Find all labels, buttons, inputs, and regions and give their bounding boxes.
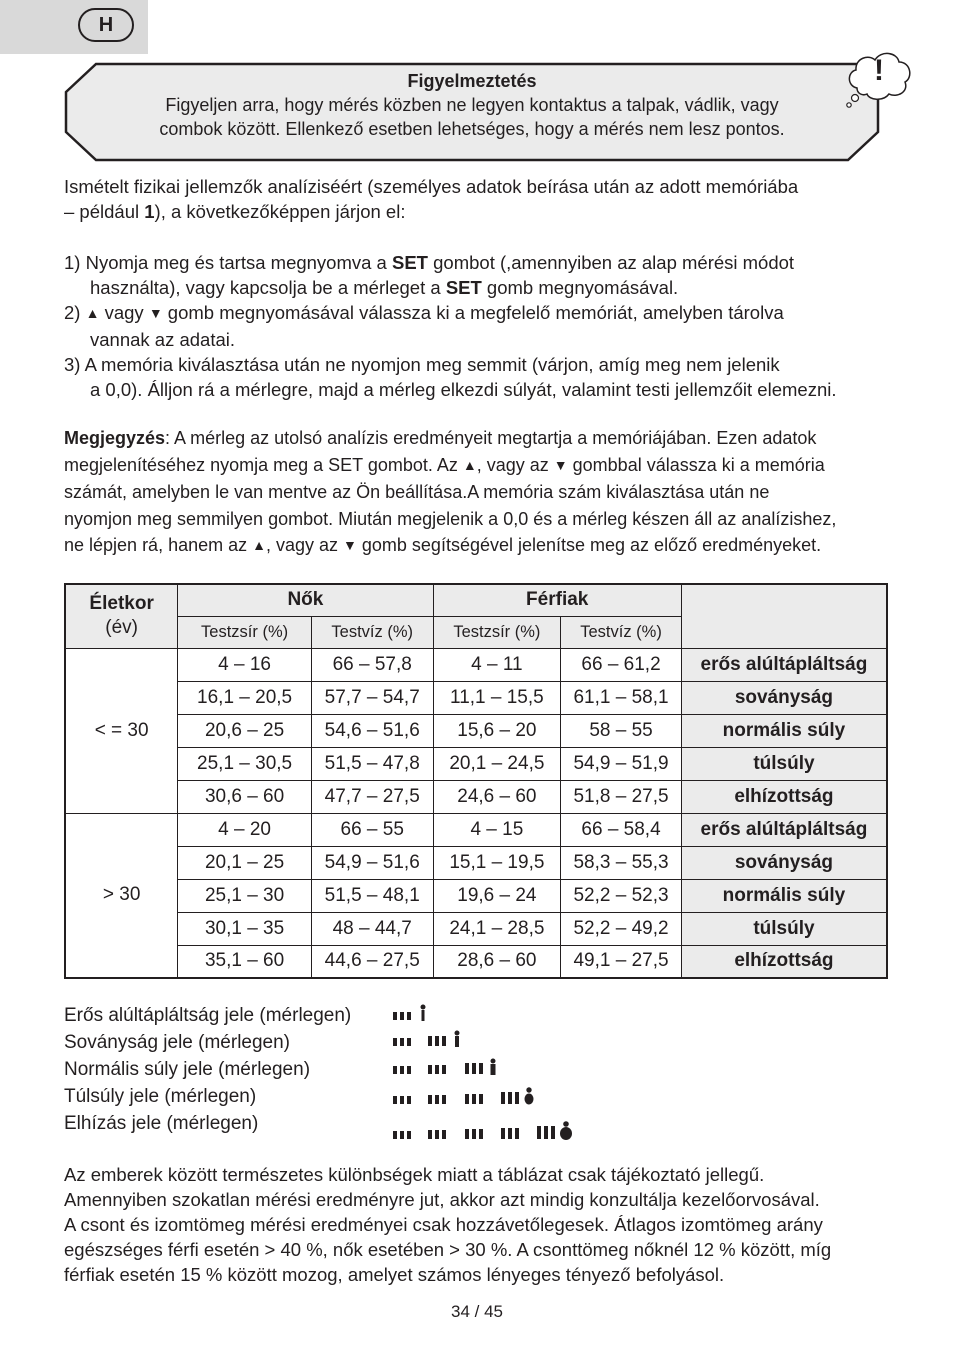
table-cell: 24,1 – 28,5 bbox=[433, 912, 561, 945]
age-header-label: Életkor bbox=[89, 593, 154, 615]
note-line-1 bbox=[64, 425, 924, 452]
table-cell: 66 – 58,4 bbox=[561, 813, 682, 846]
table-row bbox=[65, 681, 887, 714]
table-cell: 57,7 – 54,7 bbox=[311, 681, 433, 714]
women-header: Nők bbox=[178, 584, 433, 616]
warning-line-2: combok között. Ellenkező esetben lehetséges, hogy a mérés nem lesz pontos. bbox=[159, 119, 785, 139]
result-cell: elhízottság bbox=[681, 780, 887, 813]
table-cell: 4 – 15 bbox=[433, 813, 561, 846]
note-text: : A mérleg az utolsó analízis eredményeit megtartja a memóriájában. Ezen adatok bbox=[165, 428, 817, 448]
result-cell: elhízottság bbox=[681, 945, 887, 978]
men-header: Férfiak bbox=[433, 584, 681, 616]
result-cell: túlsúly bbox=[681, 747, 887, 780]
men-water-header: Testvíz (%) bbox=[561, 616, 682, 648]
closing-line-4: egészséges férfi esetén > 40 %, nők esetében > 30 %. A csonttömeg nőknél 12 % között, míg bbox=[64, 1239, 832, 1260]
table-row bbox=[65, 846, 887, 879]
note-line-3: számát, amelyben le van mentve az Ön beállítása.A memória szám kiválasztása után ne bbox=[64, 482, 770, 502]
symbol-label-overweight: Túlsúly jele (mérlegen) bbox=[64, 1086, 257, 1107]
language-tab bbox=[0, 0, 148, 54]
table-cell: 4 – 11 bbox=[433, 648, 561, 681]
table-cell: 19,6 – 24 bbox=[433, 879, 561, 912]
result-cell: erős alúltápláltság bbox=[681, 813, 887, 846]
step-3: 3) A memória kiválasztása után ne nyomjon meg semmit (várjon, amíg meg nem jelenik bbox=[64, 354, 780, 375]
underweight-figure-icon bbox=[392, 1030, 472, 1048]
symbol-legend bbox=[64, 1002, 351, 1137]
down-arrow-icon: ▼ bbox=[148, 305, 163, 321]
table-cell: 66 – 61,2 bbox=[561, 648, 682, 681]
table-cell: 16,1 – 20,5 bbox=[178, 681, 312, 714]
table-row bbox=[65, 813, 887, 846]
age-group-cell: > 30 bbox=[65, 813, 178, 978]
language-label: H bbox=[78, 8, 134, 42]
table-cell: 52,2 – 52,3 bbox=[561, 879, 682, 912]
table-cell: 25,1 – 30 bbox=[178, 879, 312, 912]
warning-line-1: Figyeljen arra, hogy mérés közben ne legyen kontaktus a talpak, vádlik, vagy bbox=[165, 95, 779, 115]
exclamation-icon: ! bbox=[874, 54, 884, 87]
table-cell: 49,1 – 27,5 bbox=[561, 945, 682, 978]
table-row bbox=[65, 648, 887, 681]
table-cell: 20,1 – 25 bbox=[178, 846, 312, 879]
result-cell: túlsúly bbox=[681, 912, 887, 945]
down-arrow-icon: ▼ bbox=[553, 456, 568, 473]
table-cell: 30,1 – 35 bbox=[178, 912, 312, 945]
note-line-2 bbox=[64, 452, 924, 480]
table-cell: 51,5 – 48,1 bbox=[311, 879, 433, 912]
table-cell: 61,1 – 58,1 bbox=[561, 681, 682, 714]
up-arrow-icon: ▲ bbox=[462, 456, 477, 473]
intro-text: ), a következőképpen járjon el: bbox=[154, 201, 406, 222]
closing-line-3: A csont és izomtömeg mérési eredményei csak hozzávetőlegesek. Átlagos izomtömeg arány bbox=[64, 1214, 823, 1235]
note-text: , vagy az bbox=[265, 535, 344, 555]
step-2 bbox=[64, 300, 924, 327]
table-row bbox=[65, 780, 887, 813]
warning-title: Figyelmeztetés bbox=[407, 71, 537, 91]
table-cell: 54,9 – 51,9 bbox=[561, 747, 682, 780]
warning-bubble-icon bbox=[843, 48, 915, 110]
overweight-figure-icon bbox=[392, 1086, 542, 1106]
table-cell: 30,6 – 60 bbox=[178, 780, 312, 813]
table-row bbox=[65, 879, 887, 912]
table-cell: 28,6 – 60 bbox=[433, 945, 561, 978]
note-line-4: nyomjon meg semmilyen gombot. Miután megjelenik a 0,0 és a mérleg készen áll az analízishez, bbox=[64, 508, 837, 529]
note-text: megjelenítéséhez nyomja meg a SET gombot. Az bbox=[64, 454, 463, 475]
step-text: vagy bbox=[99, 302, 149, 323]
warning-text bbox=[62, 69, 882, 141]
table-cell: 47,7 – 27,5 bbox=[311, 780, 433, 813]
result-cell: soványság bbox=[681, 681, 887, 714]
table-cell: 52,2 – 49,2 bbox=[561, 912, 682, 945]
age-header bbox=[65, 584, 178, 648]
note-text: ne lépjen rá, hanem az bbox=[64, 535, 253, 555]
table-cell: 35,1 – 60 bbox=[178, 945, 312, 978]
intro-memory-number: 1 bbox=[144, 201, 155, 222]
table-cell: 58,3 – 55,3 bbox=[561, 846, 682, 879]
normal-weight-figure-icon bbox=[392, 1058, 502, 1076]
closing-line-5: férfiak esetén 15 % között mozog, amelyet számos lényeges tényező befolyásol. bbox=[64, 1264, 725, 1285]
severe-underweight-figure-icon bbox=[392, 1004, 432, 1022]
men-fat-header: Testzsír (%) bbox=[433, 616, 561, 648]
note-paragraph bbox=[64, 425, 924, 560]
down-arrow-icon: ▼ bbox=[343, 537, 357, 553]
step-text: gombot (,amennyiben az alap mérési módot bbox=[427, 252, 795, 273]
result-cell: normális súly bbox=[681, 714, 887, 747]
table-cell: 11,1 – 15,5 bbox=[433, 681, 561, 714]
result-cell: erős alúltápláltság bbox=[681, 648, 887, 681]
table-row bbox=[65, 945, 887, 978]
table-cell: 15,1 – 19,5 bbox=[433, 846, 561, 879]
age-group-cell: < = 30 bbox=[65, 648, 178, 813]
page-number: 34 / 45 bbox=[451, 1302, 503, 1321]
set-keyword: SET bbox=[392, 252, 428, 273]
step-1 bbox=[64, 250, 924, 275]
intro-line-1: Ismételt fizikai jellemzők analíziséért (személyes adatok beírása után az adott memóriába bbox=[64, 176, 799, 197]
women-fat-header: Testzsír (%) bbox=[178, 616, 312, 648]
step-text: gomb megnyomásával válassza ki a megfelelő memóriát, amelyben tárolva bbox=[162, 302, 784, 323]
result-header bbox=[681, 584, 887, 648]
step-2-cont: vannak az adatai. bbox=[90, 329, 236, 350]
table-cell: 66 – 57,8 bbox=[311, 648, 433, 681]
result-cell: soványság bbox=[681, 846, 887, 879]
table-cell: 54,6 – 51,6 bbox=[311, 714, 433, 747]
step-1-cont bbox=[64, 275, 924, 300]
table-row bbox=[65, 912, 887, 945]
set-keyword: SET bbox=[445, 277, 482, 298]
table-cell: 51,8 – 27,5 bbox=[561, 780, 682, 813]
step-text: gomb megnyomásával. bbox=[481, 277, 679, 298]
note-label: Megjegyzés bbox=[64, 428, 166, 448]
table-cell: 4 – 20 bbox=[178, 813, 312, 846]
step-3-cont: a 0,0). Álljon rá a mérlegre, majd a mérleg elkezdi súlyát, valamint testi jellemzőit elemezni. bbox=[90, 379, 837, 400]
closing-line-2: Amennyiben szokatlan mérési eredményre jut, akkor azt mindig konzultálja kezelőorvosával. bbox=[64, 1189, 820, 1210]
intro-line-2 bbox=[64, 199, 910, 224]
up-arrow-icon: ▲ bbox=[252, 537, 266, 553]
table-row bbox=[65, 747, 887, 780]
intro-paragraph bbox=[64, 174, 910, 224]
note-text: gombbal válassza ki a memória bbox=[567, 454, 825, 475]
table-cell: 54,9 – 51,6 bbox=[311, 846, 433, 879]
table-cell: 20,1 – 24,5 bbox=[433, 747, 561, 780]
result-cell: normális súly bbox=[681, 879, 887, 912]
step-text: 2) bbox=[64, 302, 86, 323]
table-cell: 4 – 16 bbox=[178, 648, 312, 681]
up-arrow-icon: ▲ bbox=[85, 305, 100, 321]
warning-box bbox=[62, 60, 882, 164]
women-water-header: Testvíz (%) bbox=[311, 616, 433, 648]
closing-line-1: Az emberek között természetes különbségek miatt a táblázat csak tájékoztató jellegű. bbox=[64, 1164, 765, 1185]
symbol-label-normal: Normális súly jele (mérlegen) bbox=[64, 1059, 311, 1080]
age-header-unit: (év) bbox=[105, 617, 138, 639]
symbol-label-underweight: Soványság jele (mérlegen) bbox=[64, 1032, 291, 1053]
table-cell: 25,1 – 30,5 bbox=[178, 747, 312, 780]
steps-list bbox=[64, 250, 924, 402]
table-cell: 20,6 – 25 bbox=[178, 714, 312, 747]
symbol-label-obese: Elhízás jele (mérlegen) bbox=[64, 1113, 259, 1134]
intro-text: – például bbox=[64, 201, 145, 222]
note-line-5 bbox=[64, 532, 924, 560]
table-cell: 48 – 44,7 bbox=[311, 912, 433, 945]
table-row bbox=[65, 714, 887, 747]
note-text: gomb segítségével jelenítse meg az előző eredményeket. bbox=[356, 535, 822, 555]
step-text: használta), vagy kapcsolja be a mérleget a bbox=[90, 277, 446, 298]
closing-paragraph bbox=[64, 1162, 910, 1287]
obese-figure-icon bbox=[392, 1120, 582, 1142]
table-cell: 15,6 – 20 bbox=[433, 714, 561, 747]
symbol-label-severe-underweight: Erős alúltápláltság jele (mérlegen) bbox=[64, 1005, 352, 1026]
body-composition-table bbox=[64, 583, 888, 979]
step-text: 1) Nyomja meg és tartsa megnyomva a bbox=[64, 252, 392, 273]
table-cell: 24,6 – 60 bbox=[433, 780, 561, 813]
table-cell: 44,6 – 27,5 bbox=[311, 945, 433, 978]
table-cell: 66 – 55 bbox=[311, 813, 433, 846]
note-text: , vagy az bbox=[476, 454, 554, 475]
table-cell: 58 – 55 bbox=[561, 714, 682, 747]
table-cell: 51,5 – 47,8 bbox=[311, 747, 433, 780]
